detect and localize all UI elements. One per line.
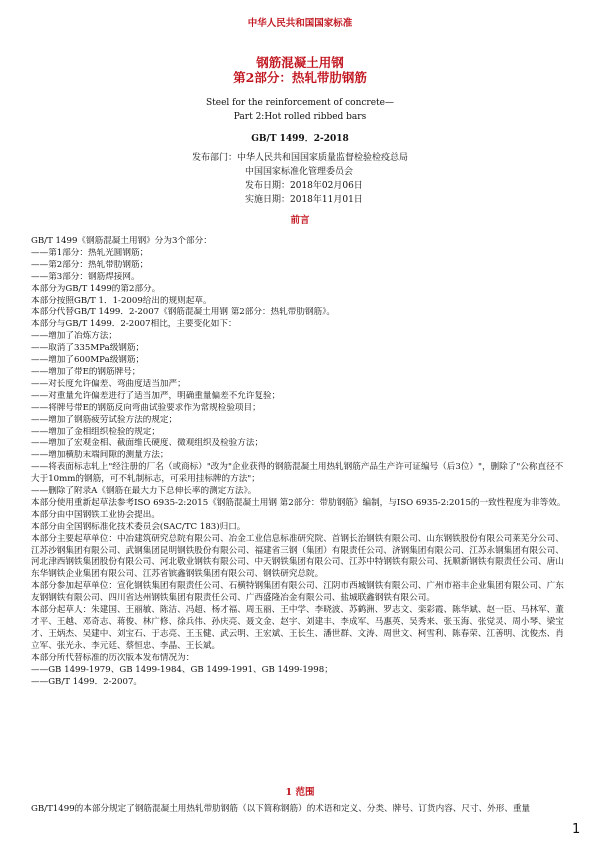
paragraph: ——第2部分：热轧带肋钢筋； [31, 259, 149, 270]
paragraph: 本部分为GB/T 1499的第2部分。 [31, 283, 161, 294]
paragraph: ——增加了600MPa级钢筋； [31, 355, 145, 366]
paragraph: ——增加了金相组织检验的规定； [31, 426, 160, 437]
national-standard-header: 中华人民共和国国家标准 [247, 18, 353, 29]
paragraph: 本部分代替GB/T 1499．2-2007《钢筋混凝土用钢 第2部分：热轧带肋钢筋》。 [31, 307, 335, 318]
paragraph: ——将表面标志轧上"经注册的厂名（或商标）"改为"企业获得的钢筋混凝土用热轧钢筋产品生产许可证编号（后3位）"，删除了"公称直径不大于10mm的钢筋，可不轧制标志，可采用挂标牌的方法"； [31, 462, 564, 485]
paragraph: ——删除了附录A《钢筋在最大力下总伸长率的测定方法》。 [31, 486, 257, 497]
paragraph: ——GB 1499-1979、GB 1499-1984、GB 1499-1991、GB 1499-1998； [31, 664, 333, 675]
paragraph: 本部分使用重新起草法参考ISO 6935-2:2015《钢筋混凝土用钢 第2部分：带肋钢筋》编制，与ISO 6935-2:2015的一致性程度为非等效。 [31, 497, 566, 508]
paragraph: ——增加了钢筋疲劳试验方法的规定； [31, 414, 178, 425]
paragraph: ——GB/T 1499．2-2007。 [31, 676, 143, 687]
english-title-line1: Steel for the reinforcement of concrete— [205, 98, 395, 108]
paragraph: ——增加横肋末端间隙的测量方法； [31, 450, 169, 461]
implement-date: 实施日期：2018年11月01日 [245, 195, 363, 205]
paragraph: ——将牌号带E的钢筋反向弯曲试验要求作为常规检验项目； [31, 402, 261, 413]
paragraph: 本部分与GB/T 1499．2-2007相比，主要变化如下： [31, 319, 237, 330]
section-heading-scope: 1 范围 [285, 787, 315, 798]
paragraph: ——第3部分：钢筋焊接网。 [31, 271, 140, 282]
paragraph: 本部分起草人：朱建国、王丽敏、陈洁、冯超、杨才福、周玉丽、王中学、李晓波、苏鹤洲、罗志文、栾彩霞、陈华斌、赵一臣、马林军、董才平、王越、邓奇志、蒋俊、林广修、徐兵伟、孙庆亮、聂文金、赵宇、刘建丰、李成军、马惠英、吴秀来、张玉海、张觉灵、周小琴、梁宝才、王炳杰、吴建中、刘宝石、于志亮、王玉健、武云明、王宏斌、王长生、潘世群、文涛、周世文、柯雪利、陈春荣、江善明、沈俊杰、肖立军、张光永、李元廷、蔡恒忠、李晶、王长斌。 [31, 605, 564, 651]
paragraph: ——增加了带E的钢筋牌号； [31, 366, 141, 377]
paragraph: 本部分所代替标准的历次版本发布情况为： [31, 652, 195, 663]
paragraph: 本部分由全国钢标准化技术委员会(SAC/TC 183)归口。 [31, 521, 246, 532]
foreword-body [31, 236, 571, 688]
paragraph: 本部分按照GB/T 1．1-2009给出的规则起草。 [31, 295, 212, 306]
paragraph: 本部分主要起草单位：中冶建筑研究总院有限公司、冶金工业信息标准研究院、首钢长治钢铁有限公司、山东钢铁股份有限公司莱芜分公司、江苏沙钢集团有限公司、武钢集团昆明钢铁股份有限公司、福建省三钢（集团）有限责任公司、济钢集团有限公司、江苏永钢集团有限公司、河北津西钢铁集团股份有限公司、河北敬业钢铁有限公司、中天钢铁集团有限公司、江苏中特钢铁有限公司、抚顺新钢铁有限责任公司、唐山东华钢铁企业集团有限公司、江苏省镔鑫钢铁集团有限公司、钢铁研究总院。 [31, 533, 564, 580]
paragraph: ——对长度允许偏差、弯曲度适当加严； [31, 378, 186, 389]
english-title-line2: Part 2:Hot rolled ribbed bars [233, 112, 367, 122]
paragraph: ——增加了冶炼方法； [31, 331, 117, 342]
scope-paragraph: GB/T1499的本部分规定了钢筋混凝土用热轧带肋钢筋（以下简称钢筋）的术语和定义、分类、牌号、订货内容、尺寸、外形、重量 [31, 804, 531, 814]
paragraph: ——增加了宏观金相、截面维氏硬度、微观组织及检验方法； [31, 438, 264, 449]
paragraph: ——第1部分：热轧光圆钢筋； [31, 247, 149, 258]
issuer-line2: 中国国家标准化管理委员会 [245, 167, 354, 177]
paragraph: ——对重量允许偏差进行了适当加严，明确重量偏差不允许复验； [31, 390, 281, 401]
page-number: 1 [572, 822, 581, 837]
paragraph: 本部分参加起草单位：宣化钢铁集团有限责任公司、石横特钢集团有限公司、江阴市西城钢铁有限公司、广州市裕丰企业集团有限公司、广东友钢钢铁有限公司、四川省达州钢铁集团有限责任公司、广西盛隆冶金有限公司、盐城联鑫钢铁有限公司。 [31, 581, 564, 604]
paragraph: GB/T 1499《钢筋混凝土用钢》分为3个部分： [31, 236, 212, 246]
document-title-line2: 第2部分：热轧带肋钢筋 [233, 70, 367, 85]
paragraph: 本部分由中国钢铁工业协会提出。 [31, 509, 160, 520]
issuer-line1: 发布部门：中华人民共和国国家质量监督检验检疫总局 [192, 153, 409, 163]
standard-number: GB/T 1499．2-2018 [251, 134, 349, 144]
document-title-line1: 钢筋混凝土用钢 [256, 55, 344, 70]
paragraph: ——取消了335MPa级钢筋； [31, 343, 145, 354]
foreword-heading: 前言 [290, 215, 310, 226]
publish-date: 发布日期：2018年02月06日 [245, 181, 363, 191]
